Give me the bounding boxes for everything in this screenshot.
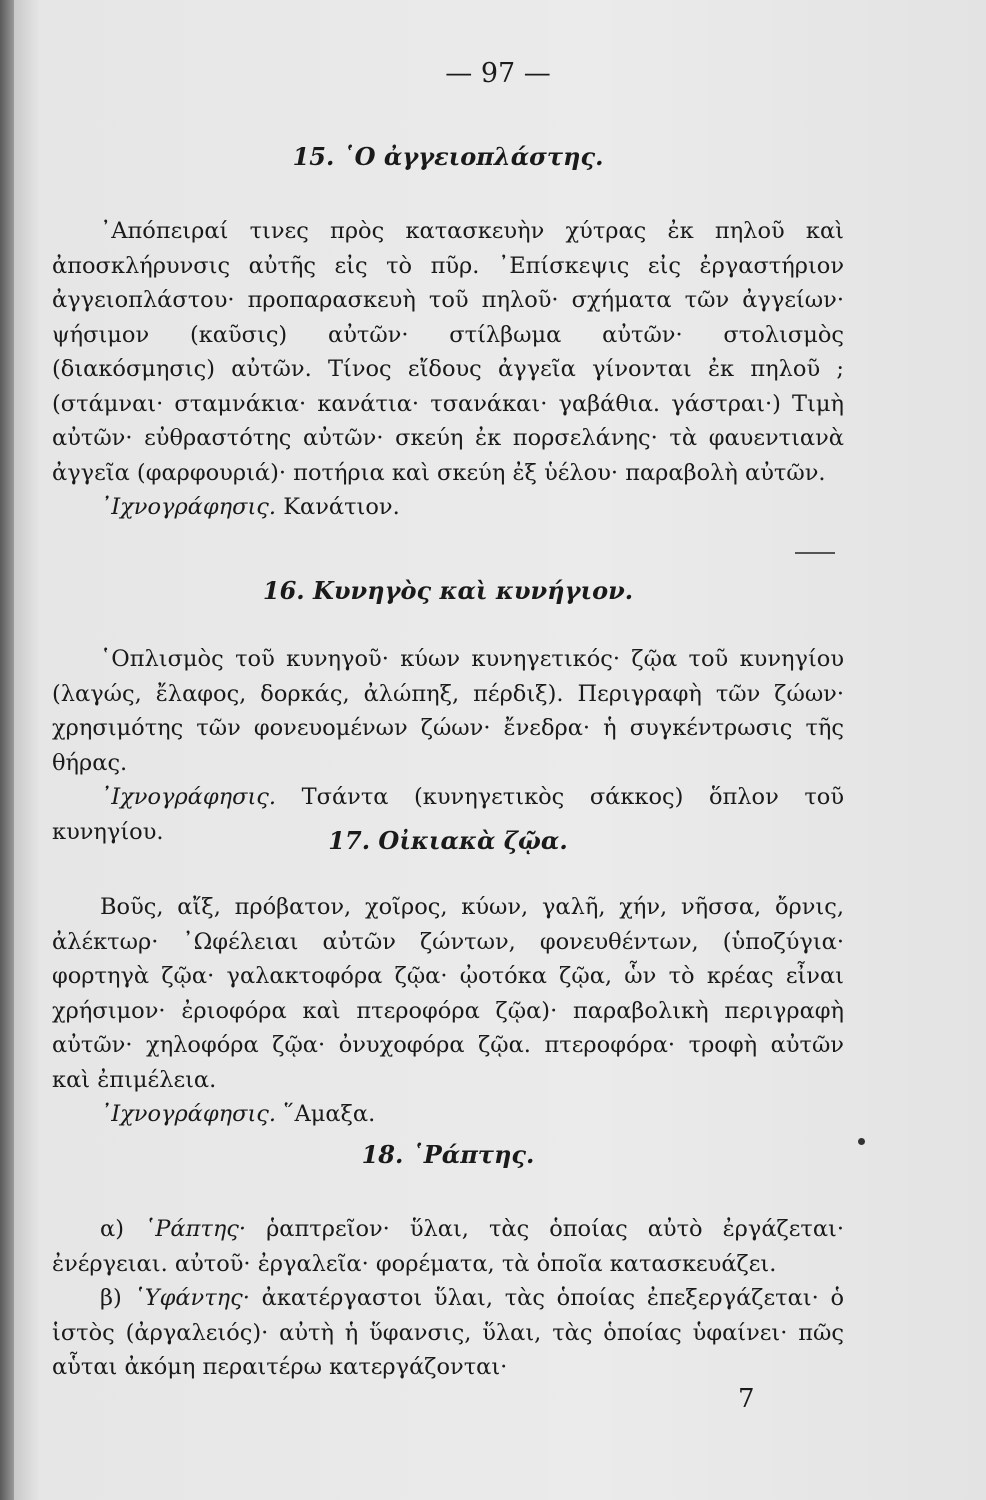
sketch-text: Τσάντα (κυνηγετικὸς σάκκος) ὅπλον τοῦ κυνηγίου.	[52, 784, 844, 845]
item-text: ἀκατέργαστοι ὕλαι, τὰς ὁποίας ἐπεξεργάζεται· ὁ ἱστὸς (ἀργαλειός)· αὐτὴ ἡ ὕφανσις, ὕλαι, τὰς ὁποίας ὑφαίνει· πῶς αὗται ἀκόμη περαιτέρω κατεργάζονται·	[52, 1285, 845, 1380]
section-15-body	[52, 214, 844, 525]
list-item	[52, 1281, 844, 1385]
page-number: — 97 —	[445, 58, 551, 89]
stray-mark	[795, 552, 835, 554]
section-18-body	[52, 1212, 844, 1385]
section-18	[52, 1140, 844, 1169]
sketch-label: ᾿Ιχνογράφησις.	[100, 494, 277, 520]
section-title: 15. ῾Ο ἀγγειοπλάστης.	[292, 142, 604, 171]
section-16	[52, 576, 844, 605]
sketch-text: Κανάτιον.	[283, 494, 400, 520]
item-marker: β)	[100, 1285, 122, 1311]
section-16-body	[52, 642, 844, 849]
sketch-label: ᾿Ιχνογράφησις.	[100, 1101, 277, 1127]
item-text: ῥαπτρεῖον· ὕλαι, τὰς ὁποίας αὐτὸ ἐργάζεται· ἐνέργειαι. αὐτοῦ· ἐργαλεῖα· φορέματα, τὰ ὁποῖα κατασκευάζει.	[52, 1216, 844, 1277]
section-title: 17. Οἰκιακὰ ζῷα.	[328, 826, 568, 855]
signature-mark: 7	[738, 1384, 755, 1414]
item-label: ῾Ράπτης·	[144, 1216, 247, 1242]
section-title: 18. ῾Ράπτης.	[361, 1140, 535, 1169]
sketch-line	[52, 490, 844, 525]
section-paragraph: ῾Οπλισμὸς τοῦ κυνηγοῦ· κύων κυνηγετικός· ζῷα τοῦ κυνηγίου (λαγώς, ἔλαφος, δορκάς, ἀλώπηξ, πέρδιξ). Περιγραφὴ τῶν ζώων· χρησιμότης τῶν φονευομένων ζώων· ἔνεδρα· ἡ συγκέντρωσις τῆς θήρας.	[52, 646, 844, 776]
section-17	[52, 826, 844, 855]
section-15	[52, 142, 844, 171]
section-17-body	[52, 890, 844, 1132]
sketch-text: ῞Αμαξα.	[283, 1101, 376, 1127]
item-label: ῾Υφάντης·	[133, 1285, 250, 1311]
section-paragraph: ᾿Απόπειραί τινες πρὸς κατασκευὴν χύτρας ἐκ πηλοῦ καὶ ἀποσκλήρυνσις αὐτῆς εἰς τὸ πῦρ. ᾿Επίσκεψις εἰς ἐργαστήριον ἀγγειοπλάστου· προπαρασκευὴ τοῦ πηλοῦ· σχήματα τῶν ἀγγείων· ψήσιμον (καῦσις) αὐτῶν· στίλβωμα αὐτῶν· στολισμὸς (διακόσμησις) αὐτῶν. Τίνος εἴδους ἀγγεῖα γίνονται ἐκ πηλοῦ ; (στάμναι· σταμνάκια· κανάτια· τσανάκαι· γαβάθια. γάστραι·) Τιμὴ αὐτῶν· εὐθραστότης αὐτῶν· σκεύη ἐκ πορσελάνης· τὰ φαυεντιανὰ ἀγγεῖα (φαρφουριά)· ποτήρια καὶ σκεύη ἐξ ὑέλου· παραβολὴ αὐτῶν.	[52, 218, 844, 486]
stray-mark	[858, 1138, 865, 1145]
sketch-line	[52, 1097, 844, 1132]
item-marker: α)	[100, 1216, 124, 1242]
binding-edge	[0, 0, 14, 1500]
sketch-label: ᾿Ιχνογράφησις.	[100, 784, 277, 810]
section-paragraph: Βοῦς, αἴξ, πρόβατον, χοῖρος, κύων, γαλῆ, χήν, νῆσσα, ὄρνις, ἀλέκτωρ· ᾿Ωφέλειαι αὐτῶν ζώντων, φονευθέντων, (ὑποζύγια· φορτηγὰ ζῷα· γαλακτοφόρα ζῷα· ᾠοτόκα ζῷα, ὧν τὸ κρέας εἶναι χρήσιμον· ἐριοφόρα καὶ πτεροφόρα ζῷα)· παραβολικὴ περιγραφὴ αὐτῶν· χηλοφόρα ζῷα· ὀνυχοφόρα ζῷα. πτεροφόρα· τροφὴ αὐτῶν καὶ ἐπιμέλεια.	[52, 894, 844, 1093]
section-title: 16. Κυνηγὸς καὶ κυνήγιον.	[262, 576, 634, 605]
list-item	[52, 1212, 844, 1281]
